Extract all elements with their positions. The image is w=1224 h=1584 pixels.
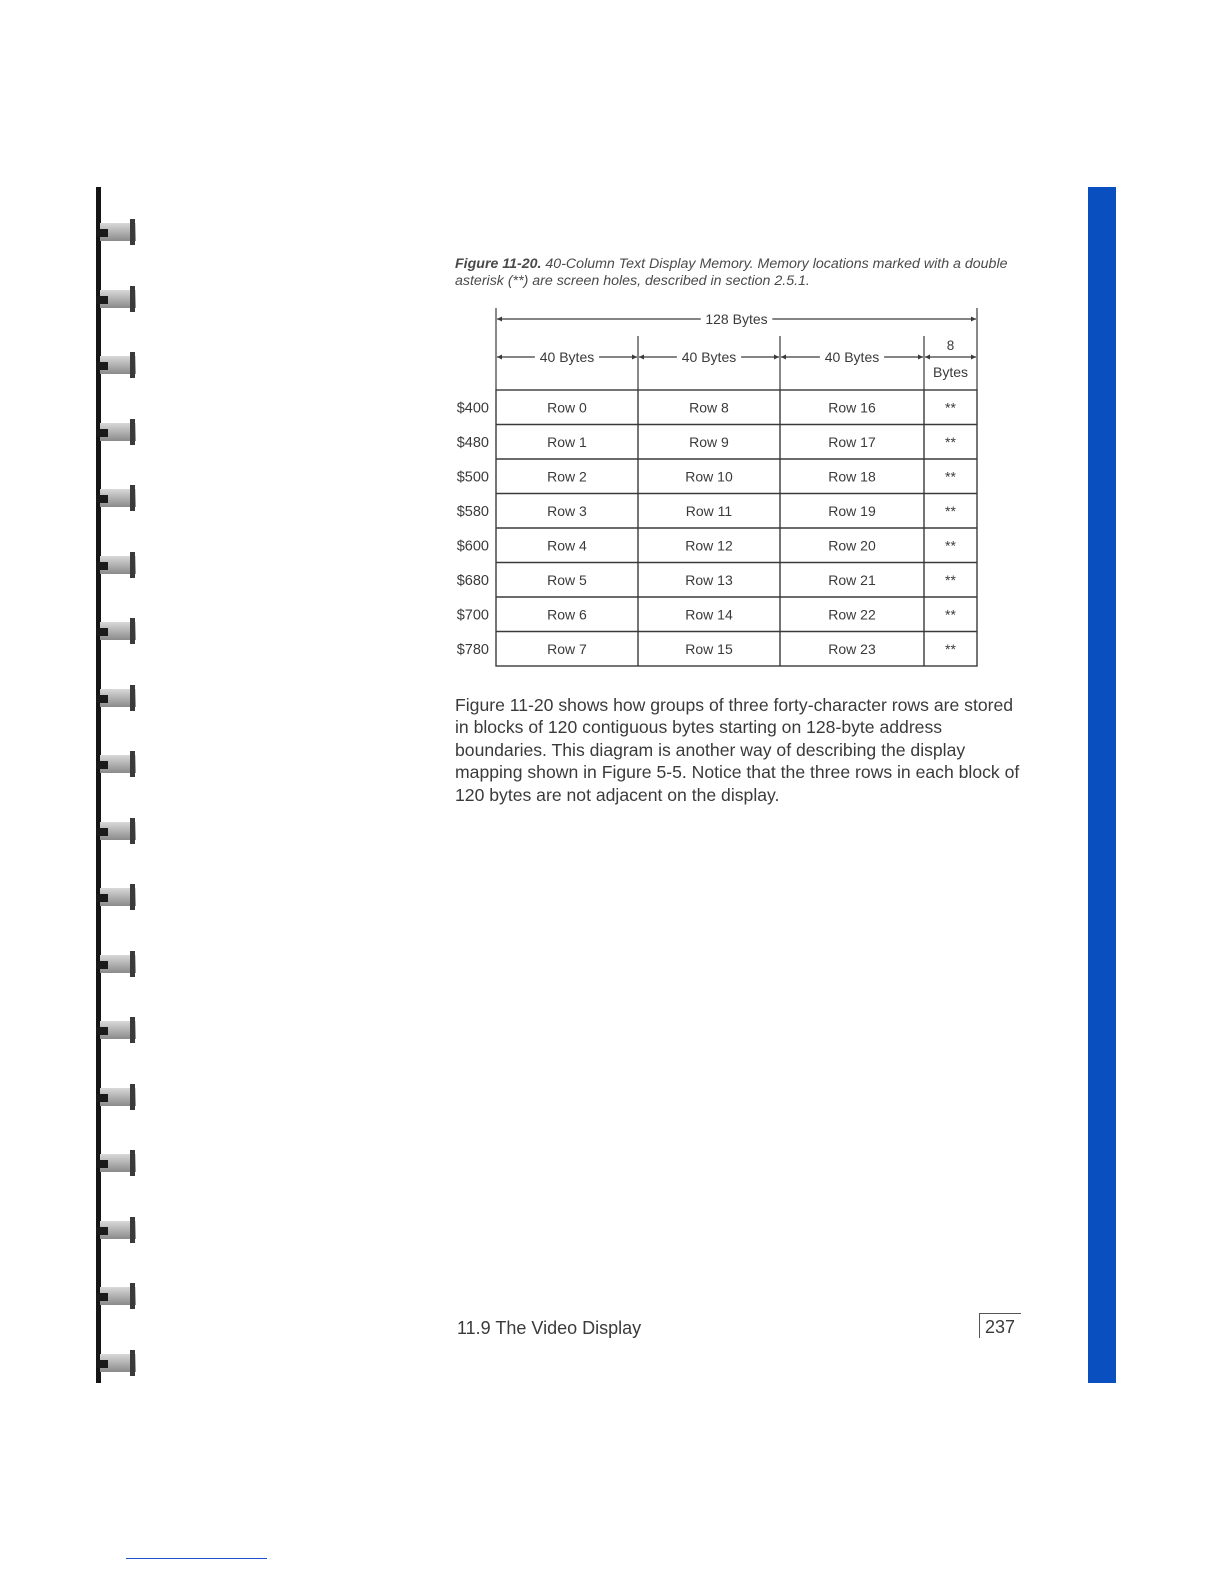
row-cell: Row 19 bbox=[828, 502, 876, 519]
binding-ring bbox=[96, 1148, 140, 1178]
row-cell: Row 8 bbox=[689, 399, 729, 416]
row-cell: Row 14 bbox=[685, 606, 733, 623]
body-paragraph: Figure 11-20 shows how groups of three forty-character rows are stored in blocks of 120 contiguous bytes starting on 128-byte address boundaries. This diagram is another way of describing the display mapping shown in Figure 5-5. Notice that the three rows in each block of 120 bytes are not adjacent on the display. bbox=[455, 695, 1020, 805]
screen-hole-cell: ** bbox=[945, 571, 956, 588]
bottom-rule bbox=[126, 1558, 267, 1559]
binding-ring bbox=[96, 1215, 140, 1245]
figure-caption bbox=[455, 256, 1030, 290]
binding-ring bbox=[96, 749, 140, 779]
row-cell: Row 20 bbox=[828, 537, 876, 554]
binding-ring bbox=[96, 683, 140, 713]
row-address: $580 bbox=[456, 503, 489, 520]
spiral-binding bbox=[96, 187, 146, 1383]
row-address: $400 bbox=[456, 400, 489, 417]
binding-ring bbox=[96, 882, 140, 912]
row-cell: Row 13 bbox=[685, 571, 733, 588]
row-cell: Row 11 bbox=[685, 502, 733, 519]
binding-ring bbox=[96, 1082, 140, 1112]
row-cell: Row 6 bbox=[547, 606, 587, 623]
binding-ring bbox=[96, 949, 140, 979]
row-cell: Row 4 bbox=[547, 537, 587, 554]
figure-label: Figure 11-20. bbox=[455, 256, 542, 272]
row-cell: Row 7 bbox=[547, 640, 587, 657]
binding-ring bbox=[96, 1015, 140, 1045]
row-address: $600 bbox=[456, 538, 489, 555]
row-cell: Row 12 bbox=[685, 537, 733, 554]
binding-ring bbox=[96, 616, 140, 646]
row-cell: Row 17 bbox=[828, 433, 876, 450]
footer-section-title: 11.9 The Video Display bbox=[457, 1318, 642, 1338]
screen-hole-cell: ** bbox=[945, 537, 956, 554]
memory-diagram bbox=[440, 300, 1000, 680]
screen-hole-cell: ** bbox=[945, 606, 956, 623]
binding-ring bbox=[96, 550, 140, 580]
row-address: $700 bbox=[456, 607, 489, 624]
screen-hole-cell: ** bbox=[945, 433, 956, 450]
column-bytes-1-label: 40 Bytes bbox=[681, 349, 737, 365]
row-cell: Row 5 bbox=[547, 571, 587, 588]
row-cell: Row 22 bbox=[828, 606, 876, 623]
row-address: $500 bbox=[456, 469, 489, 486]
row-cell: Row 15 bbox=[685, 640, 733, 657]
row-address: $480 bbox=[456, 434, 489, 451]
binding-ring bbox=[96, 284, 140, 314]
screen-hole-cell: ** bbox=[945, 468, 956, 485]
row-cell: Row 2 bbox=[547, 468, 587, 485]
binding-ring bbox=[96, 350, 140, 380]
row-cell: Row 3 bbox=[547, 502, 587, 519]
binding-ring bbox=[96, 217, 140, 247]
hole-bytes-bottom: Bytes bbox=[932, 364, 969, 380]
row-address: $780 bbox=[456, 641, 489, 658]
row-cell: Row 9 bbox=[689, 433, 729, 450]
screen-hole-cell: ** bbox=[945, 640, 956, 657]
row-cell: Row 21 bbox=[828, 571, 876, 588]
blue-edge-tab bbox=[1088, 187, 1116, 1383]
column-bytes-0-label: 40 Bytes bbox=[539, 349, 595, 365]
total-bytes-label: 128 Bytes bbox=[705, 311, 768, 327]
binding-ring bbox=[96, 417, 140, 447]
row-cell: Row 10 bbox=[685, 468, 733, 485]
hole-bytes-top: 8 bbox=[946, 338, 955, 353]
binding-ring bbox=[96, 1281, 140, 1311]
binding-ring bbox=[96, 1348, 140, 1378]
row-cell: Row 18 bbox=[828, 468, 876, 485]
column-bytes-2-label: 40 Bytes bbox=[824, 349, 880, 365]
binding-ring bbox=[96, 483, 140, 513]
page-number: 237 bbox=[979, 1313, 1021, 1338]
row-address: $680 bbox=[456, 572, 489, 589]
screen-hole-cell: ** bbox=[945, 502, 956, 519]
row-cell: Row 0 bbox=[547, 399, 587, 416]
screen-hole-cell: ** bbox=[945, 399, 956, 416]
row-cell: Row 23 bbox=[828, 640, 876, 657]
row-cell: Row 1 bbox=[547, 433, 587, 450]
figure-caption-text: 40-Column Text Display Memory. Memory locations marked with a double asterisk (**) are screen holes, described in section 2.5.1. bbox=[455, 256, 1008, 289]
row-cell: Row 16 bbox=[828, 399, 876, 416]
binding-ring bbox=[96, 816, 140, 846]
